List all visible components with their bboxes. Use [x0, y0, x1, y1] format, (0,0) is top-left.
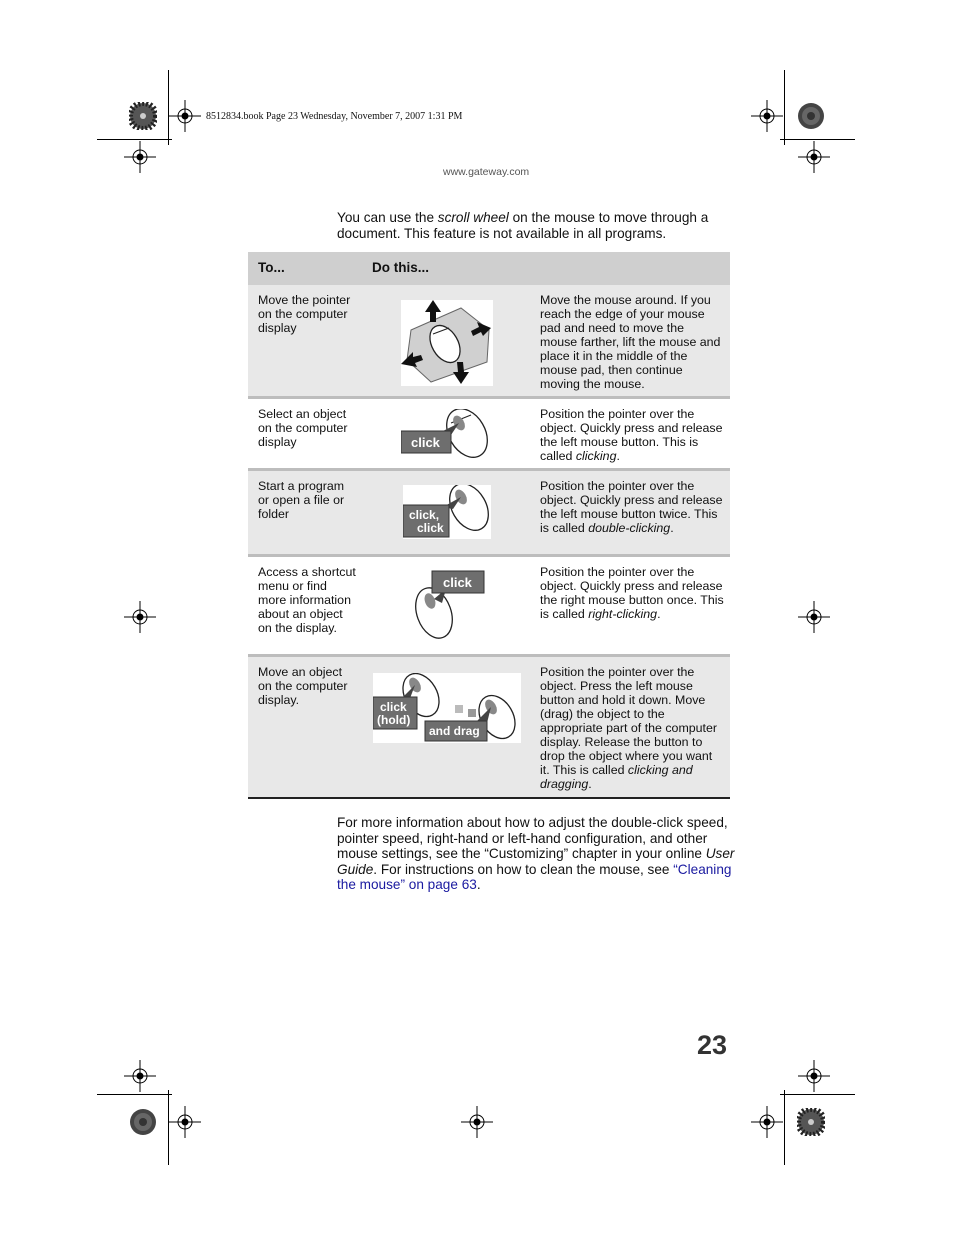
registration-mark-icon — [124, 1060, 156, 1092]
registration-mark-icon — [798, 601, 830, 633]
svg-text:click: click — [380, 700, 407, 714]
intro-paragraph: You can use the scroll wheel on the mouse to move through a document. This feature is not available in all programs. — [337, 210, 709, 241]
cleaning-the-mouse-link[interactable]: “Cleaning the mouse” on page 63 — [337, 861, 732, 893]
registration-mark-icon — [461, 1106, 493, 1138]
table-row: Move an object on the computer display. click (hold) and drag Position the pointer over the object. Press the left mouse button and hold it down. Move (drag) the object to the appropriate part of the computer display. Release the button to drop the object where you want it. This is called clicking and dragging. — [248, 657, 730, 799]
print-slug: 8512834.book Page 23 Wednesday, November 7, 2007 1:31 PM — [206, 111, 463, 122]
table-row: Start a program or open a file or folder click, click Position the pointer over the object. Quickly press and release the left mouse button twice. This is called double-clicking. — [248, 471, 730, 557]
registration-mark-icon — [124, 601, 156, 633]
svg-text:(hold): (hold) — [377, 713, 411, 727]
click-and-drag-illustration — [373, 673, 521, 743]
column-header-to: To... — [258, 260, 285, 275]
double-click-illustration — [403, 485, 491, 539]
color-target-icon — [797, 1108, 825, 1136]
table-row: Select an object on the computer display click Position the pointer over the object. Quickly press and release the left mouse button. This is called clicking. — [248, 399, 730, 471]
svg-text:and drag: and drag — [429, 724, 480, 738]
color-target-icon — [129, 1108, 157, 1136]
registration-mark-icon — [169, 1106, 201, 1138]
page-number: 23 — [697, 1030, 728, 1060]
color-target-icon — [797, 102, 825, 130]
registration-mark-icon — [751, 1106, 783, 1138]
column-header-do-this: Do this... — [372, 260, 429, 275]
mouse-pad-illustration — [401, 300, 493, 386]
site-url: www.gateway.com — [443, 166, 530, 178]
table-row: Move the pointer on the computer display Move the mouse around. If you reach the edge of your mouse pad and need to move the mouse farther, lift the mouse and place it in the middle of the mouse pad, then continue moving the mouse. — [248, 285, 730, 399]
svg-text:click: click — [411, 435, 440, 450]
svg-text:click,: click, — [409, 508, 440, 522]
svg-text:click: click — [443, 575, 472, 590]
outro-paragraph: For more information about how to adjust the double-click speed, pointer speed, right-hand or left-hand configuration, and other mouse settings, see the “Customizing” chapter in your online User Guide. For instructions on how to clean the mouse, see “Cleaning the mouse” on page 63. — [337, 815, 735, 893]
mouse-actions-table — [248, 252, 730, 799]
registration-mark-icon — [169, 100, 201, 132]
registration-mark-icon — [124, 141, 156, 173]
table-header — [248, 252, 730, 285]
registration-mark-icon — [751, 100, 783, 132]
right-click-illustration — [408, 569, 486, 643]
svg-text:click: click — [417, 521, 444, 535]
left-click-illustration — [401, 409, 495, 461]
registration-mark-icon — [798, 141, 830, 173]
table-row: Access a shortcut menu or find more information about an object on the display. click Position the pointer over the object. Quickly press and release the right mouse button once. This is called right-clicking. — [248, 557, 730, 657]
color-target-icon — [129, 102, 157, 130]
registration-mark-icon — [798, 1060, 830, 1092]
